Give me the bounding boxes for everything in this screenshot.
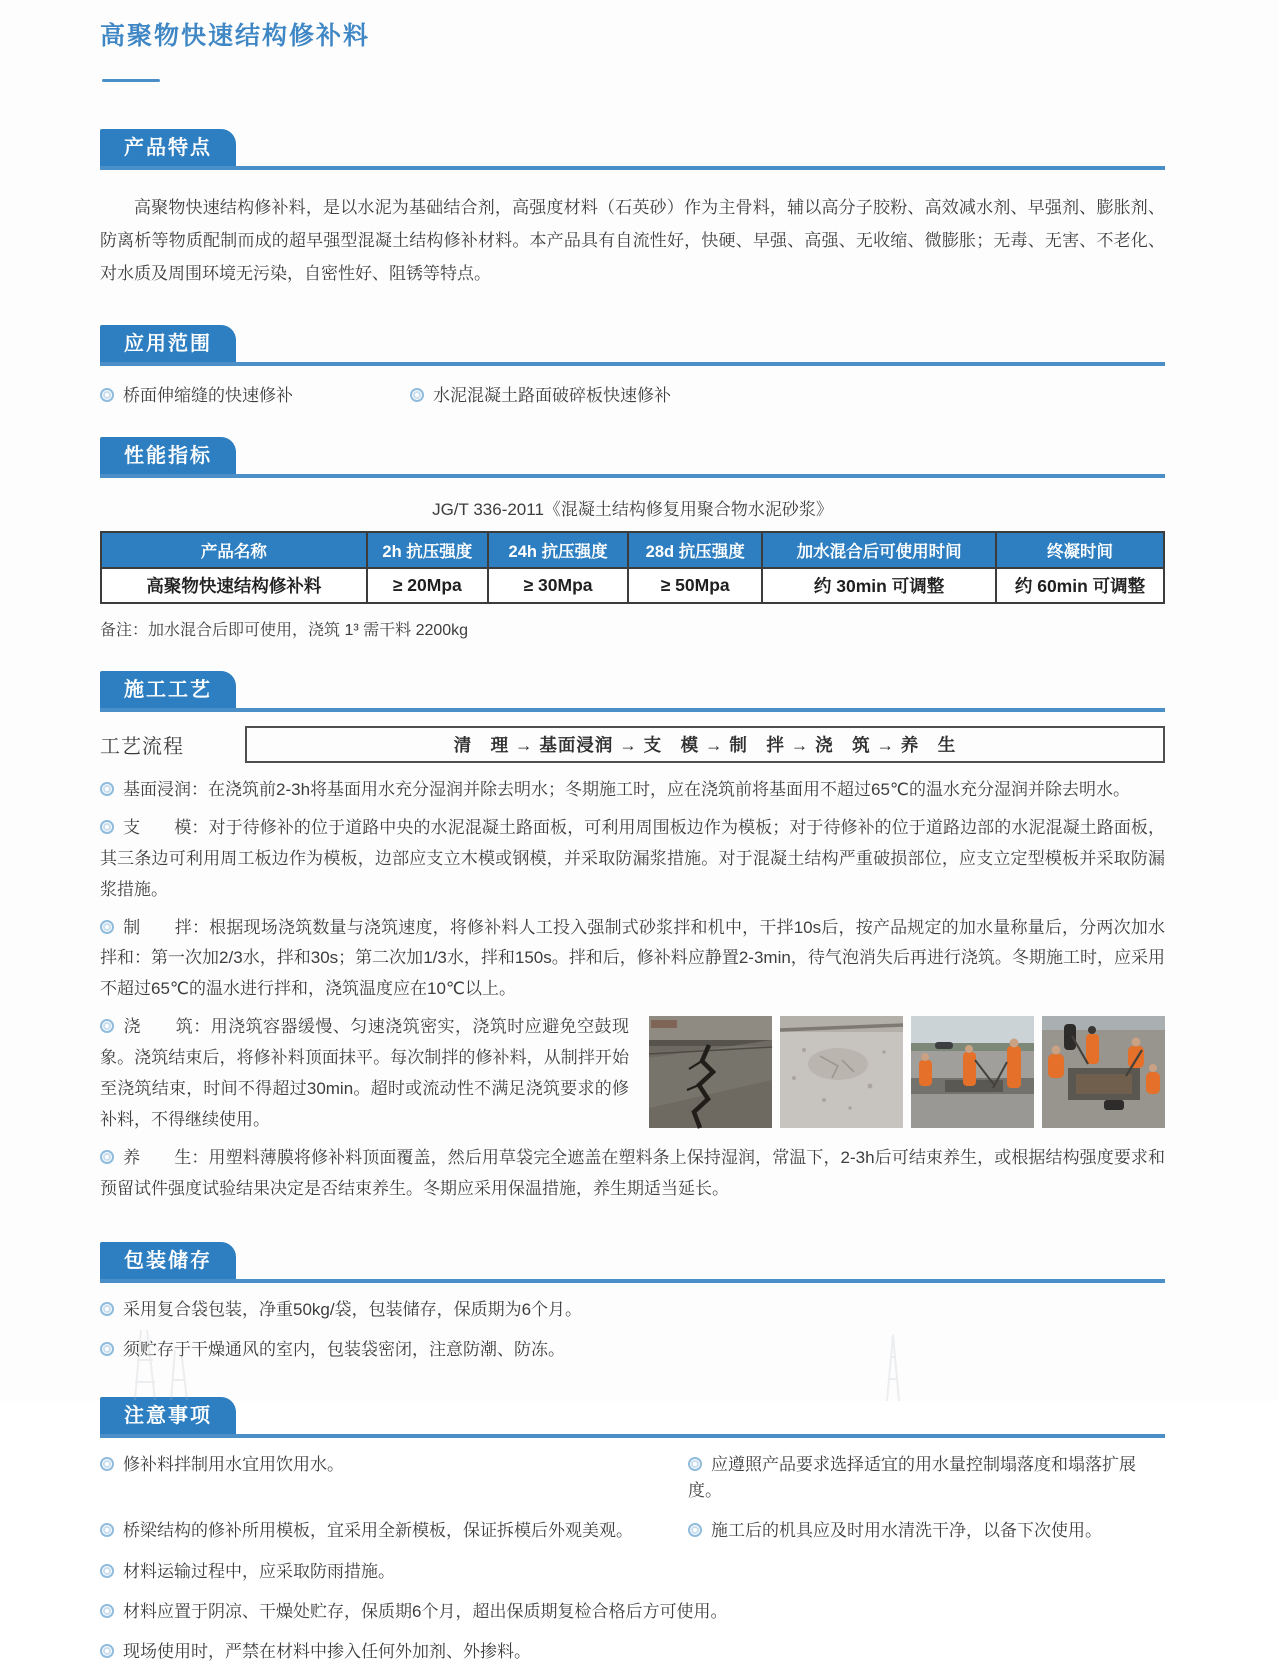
section-tab-features: 产品特点: [100, 129, 236, 166]
notes-row: [100, 1559, 1165, 1585]
step-text: 基面浸润：在浇筑前2-3h将基面用水充分湿润并除去明水；冬期施工时，应在浇筑前将基面用不超过65℃的温水充分湿润并除去明水。: [123, 779, 1131, 799]
table-cell: ≥ 20Mpa: [367, 568, 488, 603]
application-item: [410, 383, 671, 409]
bullet-ring-icon: [688, 1457, 702, 1471]
section-header-construction: [100, 671, 1165, 712]
table-cell: ≥ 30Mpa: [488, 568, 628, 603]
section-tab-performance: 性能指标: [100, 437, 236, 474]
section-tab-application: 应用范围: [100, 325, 236, 362]
application-item: [100, 383, 410, 409]
bullet-ring-icon: [100, 782, 114, 796]
note-item-text: 材料应置于阴凉、干燥处贮存，保质期6个月，超出保质期复检合格后方可使用。: [123, 1602, 728, 1622]
bullet-ring-icon: [100, 1457, 114, 1471]
step-curing: [100, 1143, 1165, 1205]
note-item: [100, 1559, 395, 1585]
application-items: [100, 383, 1165, 409]
section-application: [100, 325, 1165, 409]
process-flow-label: 工艺流程: [100, 735, 184, 758]
step-text: 制 拌：根据现场浇筑数量与浇筑速度，将修补料人工投入强制式砂浆拌和机中，干拌10s后，按产品规定的加水量称量后，分两次加水拌和：第一次加2/3水，拌和30s；第二次加1/3水，拌和150s。拌和后，修补料应静置2-3min，待气泡消失后再进行浇筑。冬期施工时，应采用不超过65℃的温水进行拌和，浇筑温度应在10℃以上。: [100, 917, 1165, 999]
notes-row: [100, 1452, 1165, 1505]
step-mixing: [100, 913, 1165, 1006]
table-row: [101, 568, 1164, 603]
patch-pouring-crew-photo: [1042, 1016, 1165, 1128]
bullet-ring-icon: [100, 1342, 114, 1356]
construction-photo-strip: [649, 1016, 1165, 1128]
bullet-ring-icon: [100, 1604, 114, 1618]
features-paragraph: 高聚物快速结构修补料，是以水泥为基础结合剂，高强度材料（石英砂）作为主骨料，辅以高分子胶粉、高效减水剂、早强剂、膨胀剂、防离析等物质配制而成的超早强型混凝土结构修补材料。本产品具有自流性好，快硬、早强、高强、无收缩、微膨胀；无毒、无害、不老化、对水质及周围环境无污染，自密性好、阻锈等特点。: [100, 198, 1165, 284]
note-item-text: 应遵照产品要求选择适宜的用水量控制塌落度和塌落扩展度。: [688, 1454, 1136, 1500]
section-header-packaging: [100, 1242, 1165, 1283]
bullet-ring-icon: [100, 1302, 114, 1316]
notes-row: [100, 1518, 1165, 1544]
step-text: 支 模：对于待修补的位于道路中央的水泥混凝土路面板，可利用周围板边作为模板；对于待修补的位于道路边部的水泥混凝土路面板，其三条边可利用周工板边作为模板，边部应支立木模或钢模，并采取防漏浆措施。对于混凝土结构严重破损部位，应支立定型模板并采取防漏浆措施。: [100, 817, 1165, 899]
note-item-text: 材料运输过程中，应采取防雨措施。: [123, 1561, 395, 1581]
title-underline: [102, 79, 160, 82]
bullet-ring-icon: [410, 388, 424, 402]
step-formwork: [100, 813, 1165, 906]
packaging-item-text: 须贮存于干燥通风的室内，包装袋密闭，注意防潮、防冻。: [123, 1340, 565, 1360]
notes-row: [100, 1639, 1165, 1665]
section-header-application: [100, 325, 1165, 366]
step-text: 养 生：用塑料薄膜将修补料顶面覆盖，然后用草袋完全遮盖在塑料条上保持湿润，常温下，2-3h后可结束养生，或根据结构强度要求和预留试件强度试验结果决定是否结束养生。冬期应采用保温措施，养生期适当延长。: [100, 1148, 1165, 1199]
table-cell: ≥ 50Mpa: [628, 568, 762, 603]
note-item: [100, 1599, 727, 1625]
section-construction: [100, 671, 1165, 1212]
note-item: [100, 1639, 531, 1665]
damaged-concrete-surface-photo: [780, 1016, 903, 1128]
bullet-ring-icon: [100, 1564, 114, 1578]
table-header-cell: 2h 抗压强度: [367, 532, 488, 568]
table-header-cell: 加水混合后可使用时间: [762, 532, 996, 568]
section-tab-notes: 注意事项: [100, 1397, 236, 1434]
bullet-ring-icon: [100, 920, 114, 934]
section-tab-construction: 施工工艺: [100, 671, 236, 708]
section-packaging: [100, 1242, 1165, 1364]
section-header-performance: [100, 437, 1165, 478]
note-item-text: 施工后的机具应及时用水清洗干净，以备下次使用。: [711, 1521, 1102, 1541]
bullet-ring-icon: [100, 388, 114, 402]
table-cell: 约 60min 可调整: [996, 568, 1164, 603]
table-footnote: 备注：加水混合后即可使用，浇筑 1³ 需干料 2200kg: [100, 621, 469, 639]
application-item-text: 水泥混凝土路面破碎板快速修补: [433, 386, 671, 406]
note-item: [100, 1452, 688, 1505]
note-item-text: 桥梁结构的修补所用模板，宜采用全新模板，保证拆模后外观美观。: [123, 1521, 633, 1541]
table-header-cell: 28d 抗压强度: [628, 532, 762, 568]
process-flow-row: [100, 726, 1165, 763]
section-performance: [100, 437, 1165, 640]
section-notes: [100, 1397, 1165, 1666]
packaging-item-text: 采用复合袋包装，净重50kg/袋，包装储存，保质期为6个月。: [123, 1299, 583, 1319]
performance-table: [100, 531, 1165, 604]
bullet-ring-icon: [100, 1019, 114, 1033]
table-header-row: [101, 532, 1164, 568]
road-repair-crew-photo: [911, 1016, 1034, 1128]
bullet-ring-icon: [688, 1523, 702, 1537]
note-item: [688, 1452, 1165, 1505]
table-header-cell: 24h 抗压强度: [488, 532, 628, 568]
process-flow-diagram: 清 理 → 基面浸润 → 支 模 → 制 拌 → 浇 筑 → 养 生: [245, 726, 1165, 763]
pavement-crack-photo: [649, 1016, 772, 1128]
table-header-cell: 产品名称: [101, 532, 367, 568]
bullet-ring-icon: [100, 1150, 114, 1164]
step-text: 浇 筑：用浇筑容器缓慢、匀速浇筑密实，浇筑时应避免空鼓现象。浇筑结束后，将修补料顶面抹平。每次制拌的修补料，从制拌开始至浇筑结束，时间不得超过30min。超时或流动性不满足浇筑要求的修补料，不得继续使用。: [100, 1017, 629, 1130]
section-tab-packaging: 包装储存: [100, 1242, 236, 1279]
note-item-text: 现场使用时，严禁在材料中掺入任何外加剂、外掺料。: [123, 1642, 531, 1662]
packaging-item: [100, 1337, 1165, 1363]
packaging-item: [100, 1297, 1165, 1323]
table-header-cell: 终凝时间: [996, 532, 1164, 568]
bullet-ring-icon: [100, 1523, 114, 1537]
table-cell: 高聚物快速结构修补料: [101, 568, 367, 603]
step-surface-wetting: [100, 775, 1165, 806]
standard-reference: JG/T 336-2011《混凝土结构修复用聚合物水泥砂浆》: [432, 499, 833, 519]
note-item: [100, 1518, 688, 1544]
bullet-ring-icon: [100, 1644, 114, 1658]
section-header-features: [100, 129, 1165, 170]
application-item-text: 桥面伸缩缝的快速修补: [123, 386, 293, 406]
section-features: [100, 129, 1165, 290]
note-item: [688, 1518, 1165, 1544]
construction-steps: [100, 775, 1165, 1205]
table-cell: 约 30min 可调整: [762, 568, 996, 603]
section-header-notes: [100, 1397, 1165, 1438]
notes-row: [100, 1599, 1165, 1625]
note-item-text: 修补料拌制用水宜用饮用水。: [123, 1454, 344, 1474]
page-title: 高聚物快速结构修补料: [100, 22, 371, 50]
bullet-ring-icon: [100, 820, 114, 834]
